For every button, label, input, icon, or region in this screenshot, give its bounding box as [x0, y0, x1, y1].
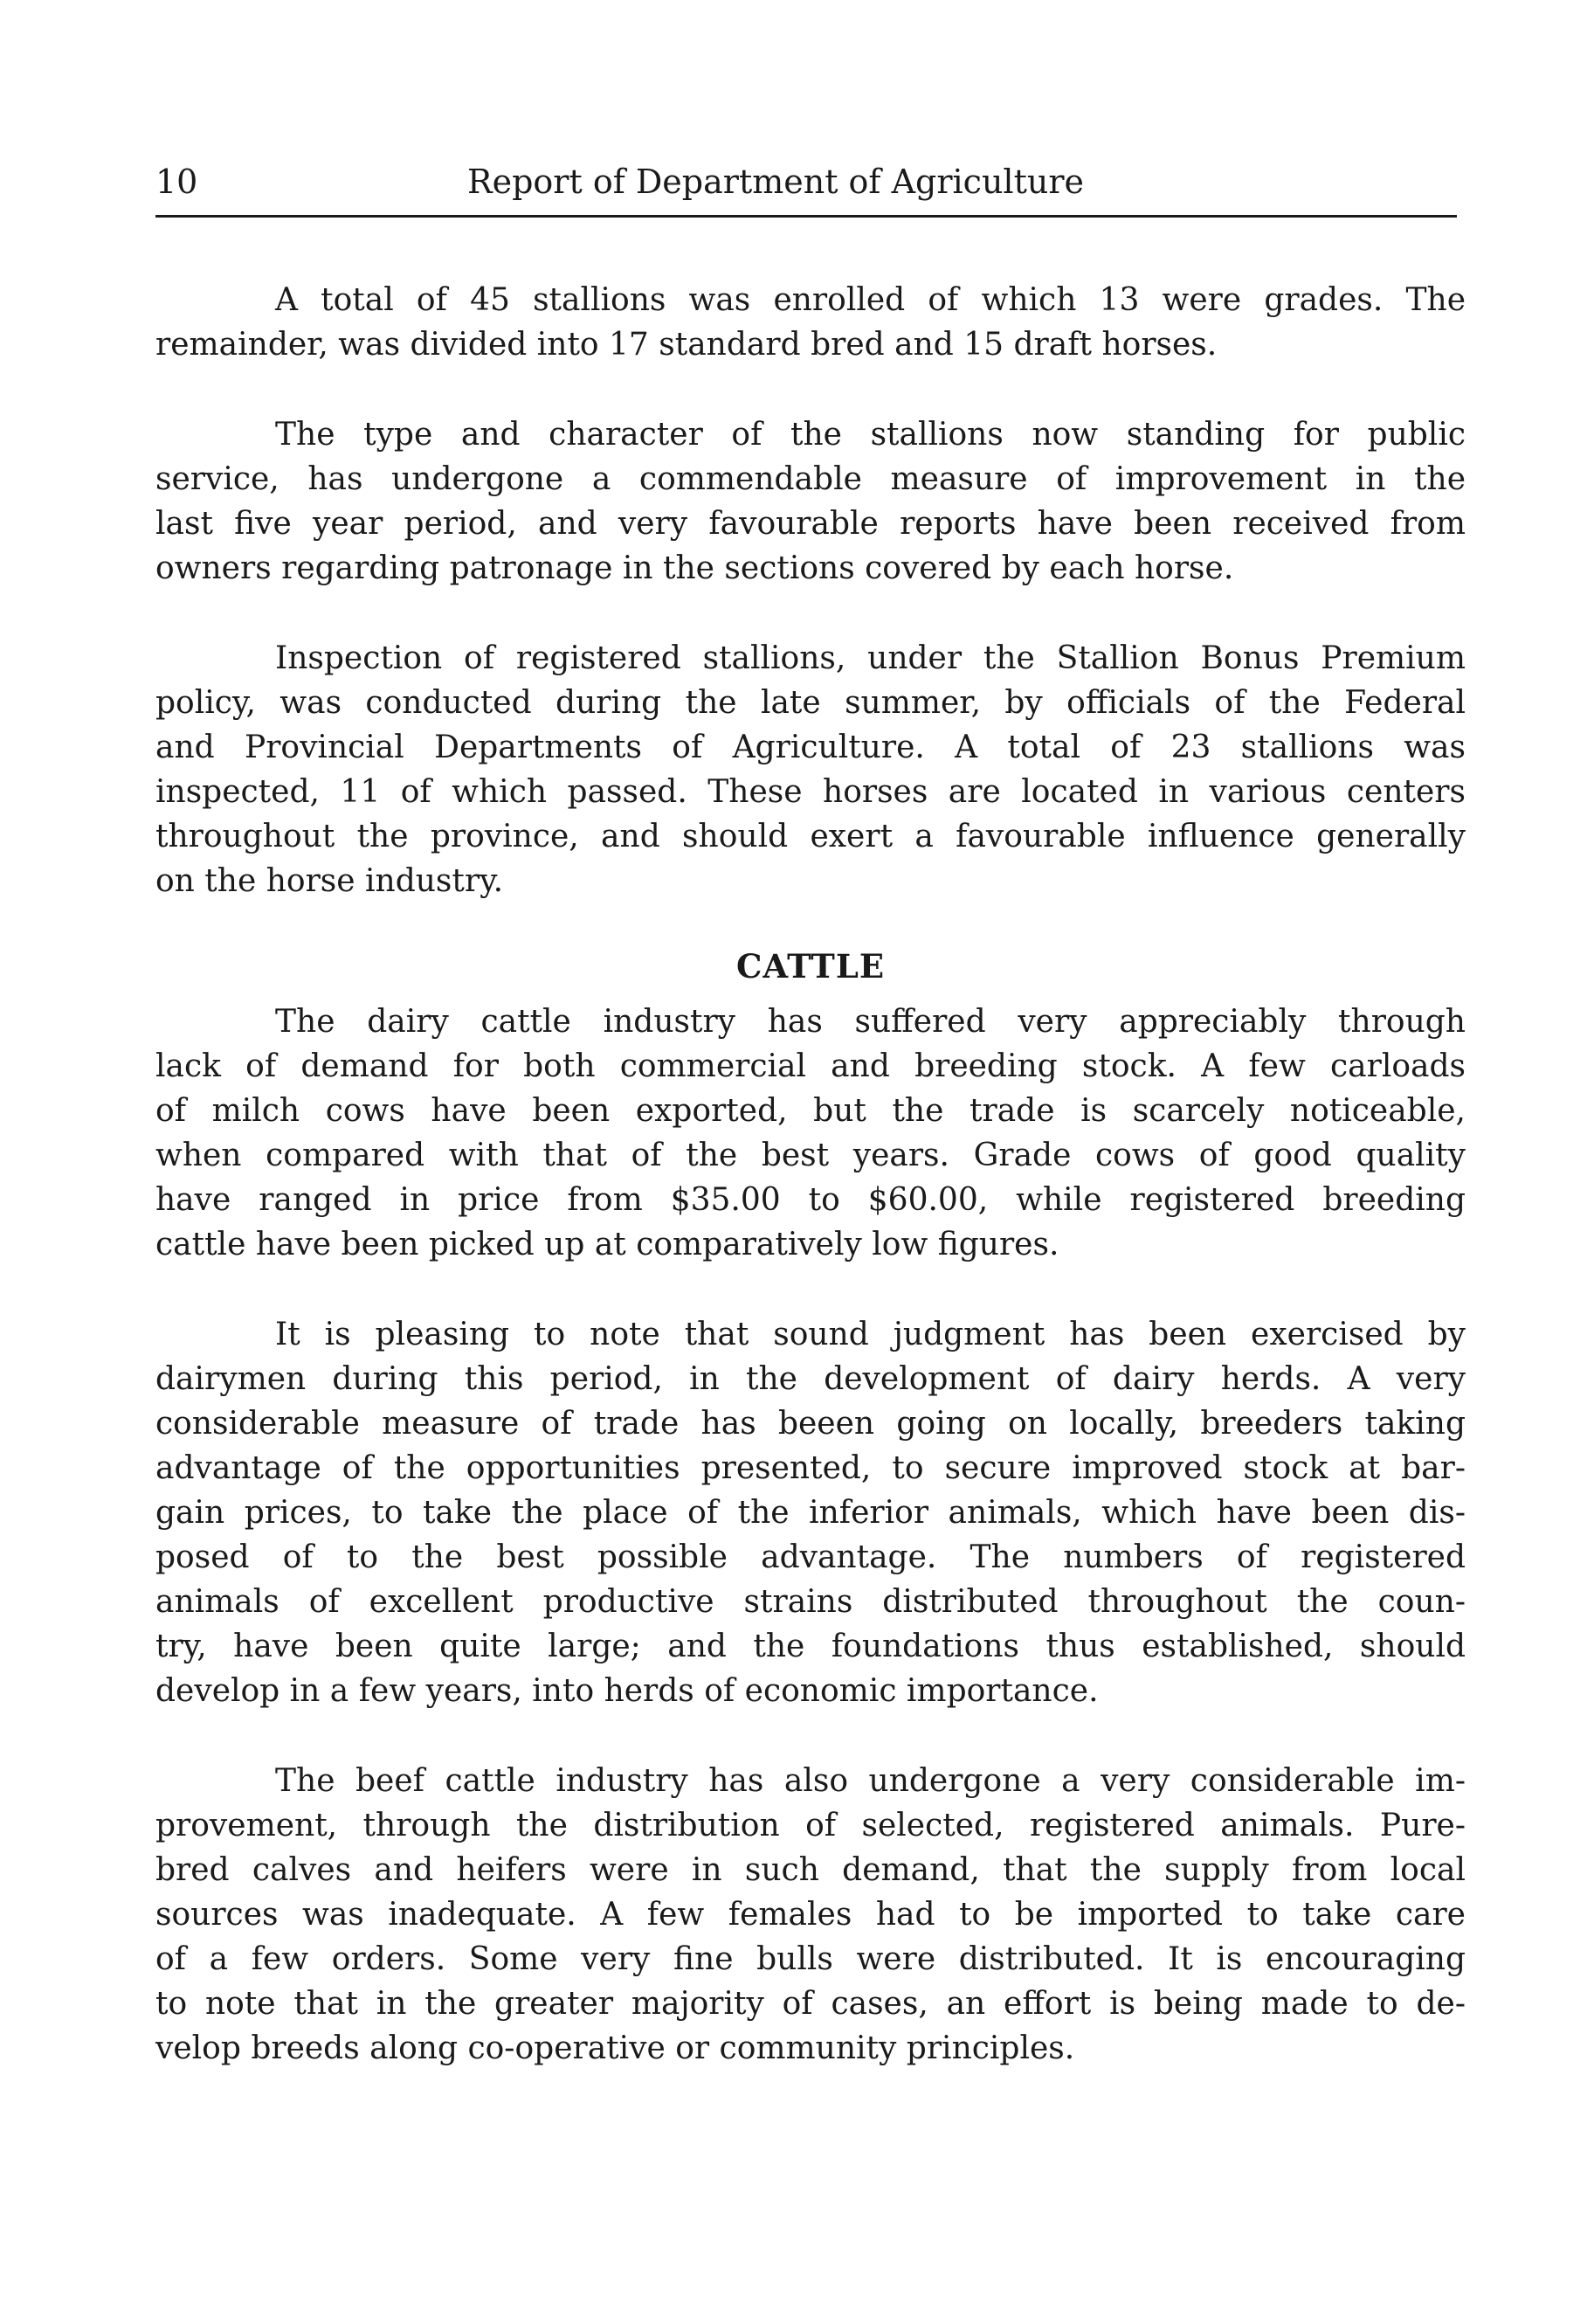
text-line: velop breeds along co-operative or community principles.	[155, 2030, 1075, 2066]
text-line: service, has undergone a commendable measure of improvement in the	[155, 461, 1466, 497]
text-line: The type and character of the stallions now standing for public	[275, 417, 1466, 453]
text-line: sources was inadequate. A few females had to be imported to take care	[155, 1897, 1466, 1933]
text-line: inspected, 11 of which passed. These horses are located in various centers	[155, 774, 1466, 810]
paragraph-stallion-inspection	[155, 636, 1466, 903]
text-line: to note that in the greater majority of cases, an effort is being made to de-	[155, 1986, 1466, 2022]
running-title: Report of Department of Agriculture	[467, 163, 1084, 201]
page-number: 10	[155, 163, 198, 201]
text-line: policy, was conducted during the late summer, by officials of the Federal	[155, 685, 1466, 721]
text-line: gain prices, to take the place of the inferior animals, which have been dis-	[155, 1495, 1466, 1531]
text-line: owners regarding patronage in the sections covered by each horse.	[155, 550, 1234, 586]
paragraph-dairy-cattle	[155, 999, 1466, 1267]
text-line: try, have been quite large; and the foundations thus established, should	[155, 1629, 1466, 1664]
text-line: and Provincial Departments of Agriculture. A total of 23 stallions was	[155, 730, 1466, 765]
text-line: It is pleasing to note that sound judgment has been exercised by	[275, 1317, 1466, 1352]
text-line: of milch cows have been exported, but the trade is scarcely noticeable,	[155, 1093, 1466, 1129]
text-line: A total of 45 stallions was enrolled of which 13 were grades. The	[275, 282, 1466, 318]
text-line: The beef cattle industry has also undergone a very considerable im-	[275, 1763, 1466, 1799]
section-heading-cattle: CATTLE	[735, 947, 886, 986]
text-line: have ranged in price from $35.00 to $60.00, while registered breeding	[155, 1182, 1466, 1218]
text-line: of a few orders. Some very fine bulls were distributed. It is encouraging	[155, 1941, 1466, 1977]
text-line: remainder, was divided into 17 standard bred and 15 draft horses.	[155, 327, 1218, 363]
text-line: The dairy cattle industry has suffered very appreciably through	[275, 1004, 1466, 1040]
text-line: animals of excellent productive strains distributed throughout the coun-	[155, 1584, 1466, 1620]
text-line: advantage of the opportunities presented, to secure improved stock at bar-	[155, 1450, 1466, 1486]
text-line: provement, through the distribution of selected, registered animals. Pure-	[155, 1808, 1466, 1843]
text-line: posed of to the best possible advantage. The numbers of registered	[155, 1539, 1466, 1575]
text-line: dairymen during this period, in the development of dairy herds. A very	[155, 1361, 1466, 1397]
text-line: considerable measure of trade has beeen going on locally, breeders taking	[155, 1406, 1466, 1442]
paragraph-stallion-type	[155, 412, 1466, 591]
text-line: develop in a few years, into herds of economic importance.	[155, 1673, 1099, 1709]
body-text	[155, 278, 1466, 2116]
paragraph-dairy-herds	[155, 1312, 1466, 1713]
header-rule	[155, 215, 1457, 218]
text-line: bred calves and heifers were in such demand, that the supply from local	[155, 1852, 1466, 1888]
text-line: lack of demand for both commercial and breeding stock. A few carloads	[155, 1048, 1466, 1084]
paragraph-stallions-enrolled	[155, 278, 1466, 367]
text-line: on the horse industry.	[155, 863, 504, 899]
paragraph-beef-cattle	[155, 1759, 1466, 2071]
text-line: throughout the province, and should exert a favourable influence generally	[155, 819, 1466, 854]
text-line: Inspection of registered stallions, under the Stallion Bonus Premium	[275, 640, 1466, 676]
running-header	[155, 157, 1457, 206]
text-line: last five year period, and very favourable reports have been received from	[155, 506, 1466, 542]
text-line: cattle have been picked up at comparatively low figures.	[155, 1227, 1059, 1262]
text-line: when compared with that of the best years. Grade cows of good quality	[155, 1138, 1466, 1173]
